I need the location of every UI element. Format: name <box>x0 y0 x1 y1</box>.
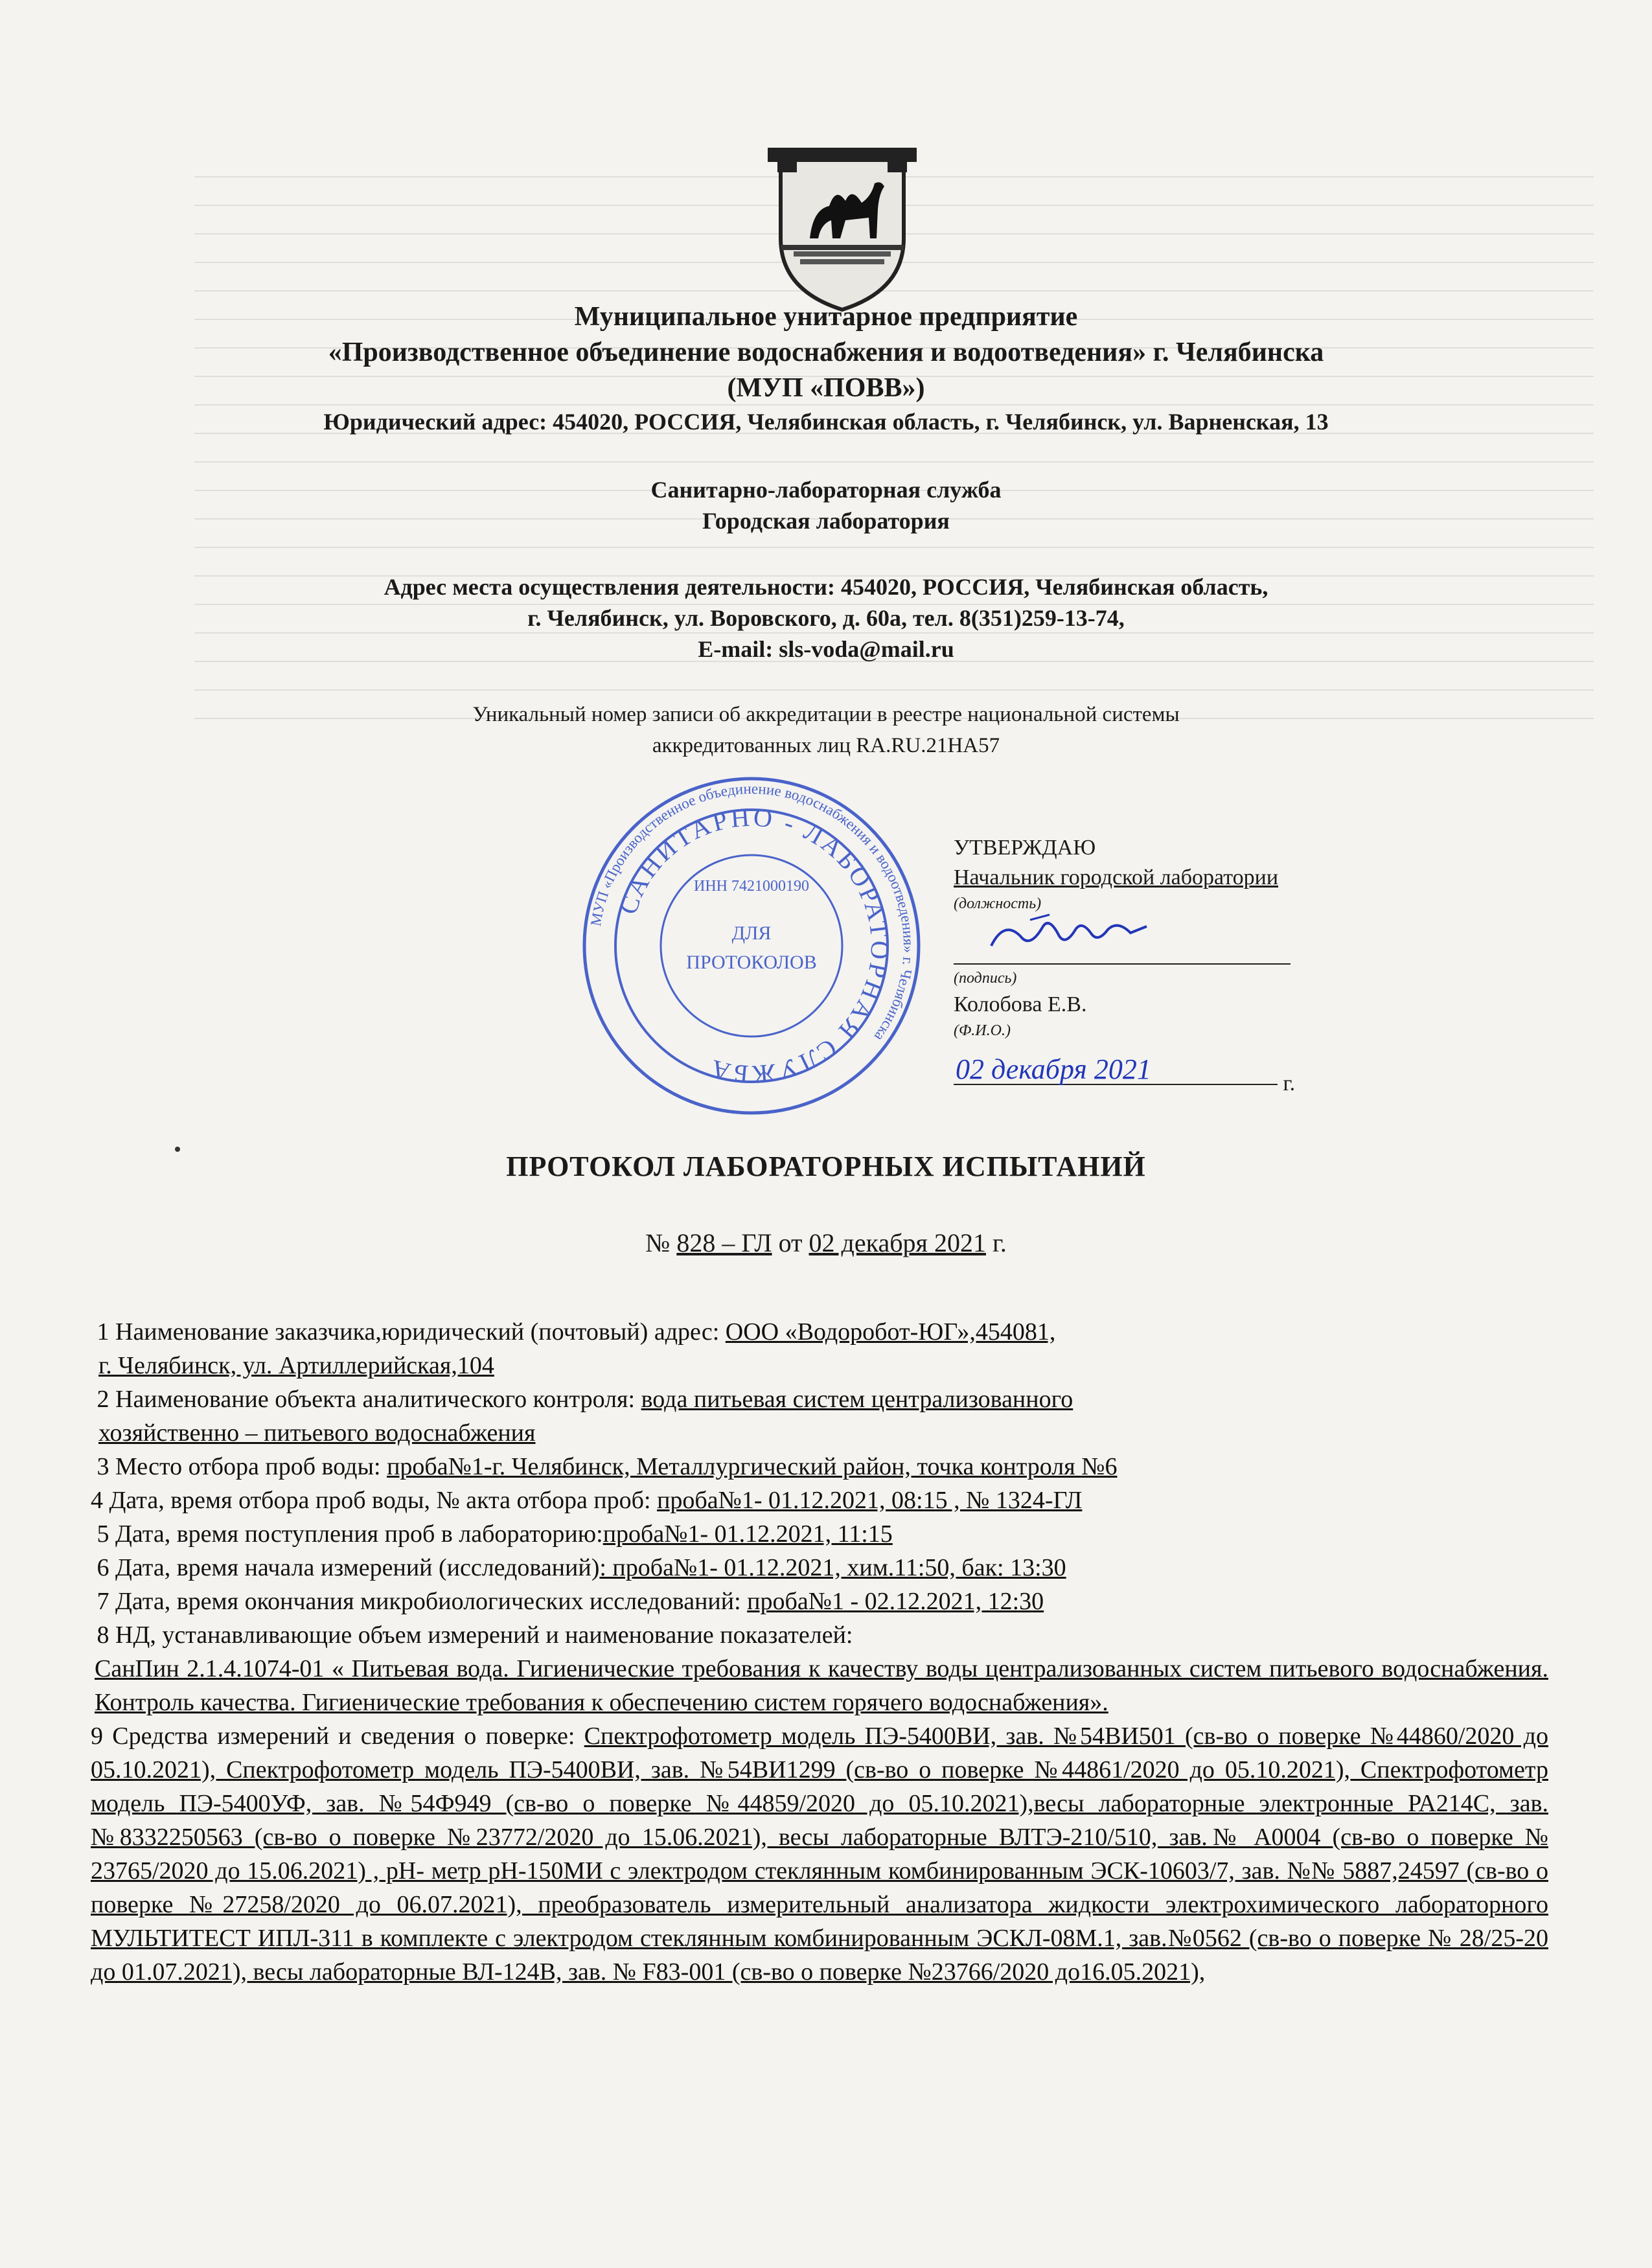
item-7 <box>91 1585 1548 1618</box>
protocol-number-line <box>0 1228 1652 1258</box>
org-line-3: (МУП «ПОВВ») <box>727 373 925 403</box>
item-9 <box>91 1719 1548 1989</box>
protocol-date-suffix: г. <box>992 1228 1007 1257</box>
city-emblem-icon <box>768 148 917 313</box>
item-2-value: вода питьевая систем централизованного <box>641 1386 1073 1413</box>
item-5-label: 5 Дата, время поступления проб в лабораторию: <box>97 1520 603 1548</box>
item-3-value: проба№1-г. Челябинск, Металлургический район, точка контроля №6 <box>387 1453 1118 1480</box>
item-1-value: ООО «Водоробот-ЮГ»,454081, <box>725 1318 1056 1346</box>
item-9-label: 9 Средства измерений и сведения о поверке: <box>91 1723 575 1750</box>
approver-name: Колобова Е.В. <box>954 992 1087 1016</box>
item-3-label: 3 Место отбора проб воды: <box>97 1453 381 1480</box>
item-1-label: 1 Наименование заказчика,юридический (почтовый) адрес: <box>97 1318 720 1346</box>
protocol-from: от <box>778 1228 803 1257</box>
handwritten-date-text: 02 декабря 2021 <box>956 1053 1151 1085</box>
approver-position: Начальник городской лаборатории <box>954 865 1279 889</box>
activity-address-line-2: г. Челябинск, ул. Воровского, д. 60а, тел. 8(351)259-13-74, <box>527 605 1125 631</box>
item-2-label: 2 Наименование объекта аналитического контроля: <box>97 1386 636 1413</box>
item-9-value: Спектрофотометр модель ПЭ-5400ВИ, зав. №54ВИ501 (св-во о поверке №44860/2020 до 05.10.2021), Спектрофотометр модель ПЭ-5400ВИ, зав. №54ВИ1299 (св-во о поверке №44861/2020 до 05.10.2021), Спектрофотометр модель ПЭ-5400УФ, зав. №54Ф949 (св-во о поверке №44859/2020 до 05.10.2021),весы лабораторные электронные РА214С, зав. №8332250563 (св-во о поверке №23772/2020 до 15.06.2021), весы лабораторные ВЛТЭ-210/510, зав.№ А0004 (св-во о поверке № 23765/2020 до 15.06.2021) , рН- метр рН-150МИ с электродом стеклянным комбинированным ЭСК-10603/7, зав. №№ 5887,24597 (св-во о поверке №27258/2020 до 06.07.2021), преобразователь измерительный анализатора жидкости электрохимического лабораторного МУЛЬТИТЕСТ ИПЛ-311 в комплекте с электродом стеклянным комбинированным ЭСКЛ-08М.1, зав.№0562 (св-во о поверке № 28/25-20 до 01.07.2021), весы лабораторные ВЛ-124В, зав. № F83-001 (св-во о поверке №23766/2020 до16.05.2021), <box>91 1723 1548 1986</box>
handwritten-date <box>952 1046 1289 1092</box>
stamp-inn: ИНН 7421000190 <box>694 878 809 895</box>
stamp-outer-text: МУП «Производственное объединение водоснабжения и водоотведения» г. Челябинска <box>587 780 917 1044</box>
item-5-value: проба№1- 01.12.2021, 11:15 <box>602 1520 893 1548</box>
item-6-value: : проба№1- 01.12.2021, хим.11:50, бак: 13:30 <box>599 1554 1066 1581</box>
item-8-value: СанПин 2.1.4.1074-01 « Питьевая вода. Гигиенические требования к качеству воды централизованных систем питьевого водоснабжения. Контроль качества. Гигиенические требования к обеспечению систем горячего водоснабжения». <box>95 1655 1548 1716</box>
item-1 <box>91 1315 1548 1349</box>
svg-text:САНИТАРНО - ЛАБОРАТОРНАЯ СЛУЖБ <box>613 802 895 1090</box>
service-name: Санитарно-лабораторная служба <box>650 477 1002 503</box>
item-3 <box>91 1450 1548 1483</box>
protocol-title: ПРОТОКОЛ ЛАБОРАТОРНЫХ ИСПЫТАНИЙ <box>506 1151 1146 1182</box>
name-hint: (Ф.И.О.) <box>954 1022 1011 1039</box>
item-1-value-cont: г. Челябинск, ул. Артиллерийская,104 <box>98 1352 494 1379</box>
lab-stamp <box>580 774 923 1117</box>
legal-address: Юридический адрес: 454020, РОССИЯ, Челябинская область, г. Челябинск, ул. Варненская, 13 <box>323 409 1329 435</box>
item-7-label: 7 Дата, время окончания микробиологических исследований: <box>97 1588 741 1615</box>
item-7-value: проба№1 - 02.12.2021, 12:30 <box>747 1588 1044 1615</box>
item-6 <box>91 1551 1548 1585</box>
signature-hint: (подпись) <box>954 970 1017 987</box>
org-line-1: Муниципальное унитарное предприятие <box>574 302 1078 332</box>
stamp-center-1: ДЛЯ <box>731 922 772 944</box>
protocol-items <box>91 1315 1548 1989</box>
approve-label: УТВЕРЖДАЮ <box>954 836 1096 860</box>
position-hint: (должность) <box>954 895 1042 912</box>
stamp-ring-text: САНИТАРНО - ЛАБОРАТОРНАЯ СЛУЖБА <box>613 802 895 1090</box>
org-line-2: «Производственное объединение водоснабжения и водоотведения» г. Челябинска <box>328 338 1324 367</box>
activity-address-line-1: Адрес места осуществления деятельности: 454020, РОССИЯ, Челябинская область, <box>384 574 1268 600</box>
lab-name: Городская лаборатория <box>702 508 950 534</box>
item-8-label: 8 НД, устанавливающие объем измерений и наименование показателей: <box>97 1621 853 1649</box>
item-2-value-cont: хозяйственно – питьевого водоснабжения <box>98 1419 536 1447</box>
accreditation-line-2: аккредитованных лиц RA.RU.21НА57 <box>652 734 1000 757</box>
email: E-mail: sls-voda@mail.ru <box>698 636 954 662</box>
item-4 <box>91 1483 1548 1517</box>
item-8 <box>91 1618 1548 1652</box>
item-4-value: проба№1- 01.12.2021, 08:15 , № 1324-ГЛ <box>657 1487 1083 1514</box>
protocol-no-prefix: № <box>645 1228 671 1257</box>
item-2 <box>91 1382 1548 1416</box>
accreditation-line-1: Уникальный номер записи об аккредитации в реестре национальной системы <box>472 703 1180 726</box>
year-suffix: г. <box>1283 1071 1296 1095</box>
item-6-label: 6 Дата, время начала измерений (исследований) <box>97 1554 600 1581</box>
item-5 <box>91 1517 1548 1551</box>
stamp-center-2: ПРОТОКОЛОВ <box>686 952 817 973</box>
handwritten-signature <box>985 907 1153 959</box>
protocol-number: 828 – ГЛ <box>676 1228 772 1257</box>
item-4-label: 4 Дата, время отбора проб воды, № акта отбора проб: <box>91 1487 651 1514</box>
protocol-date: 02 декабря 2021 <box>809 1228 986 1257</box>
